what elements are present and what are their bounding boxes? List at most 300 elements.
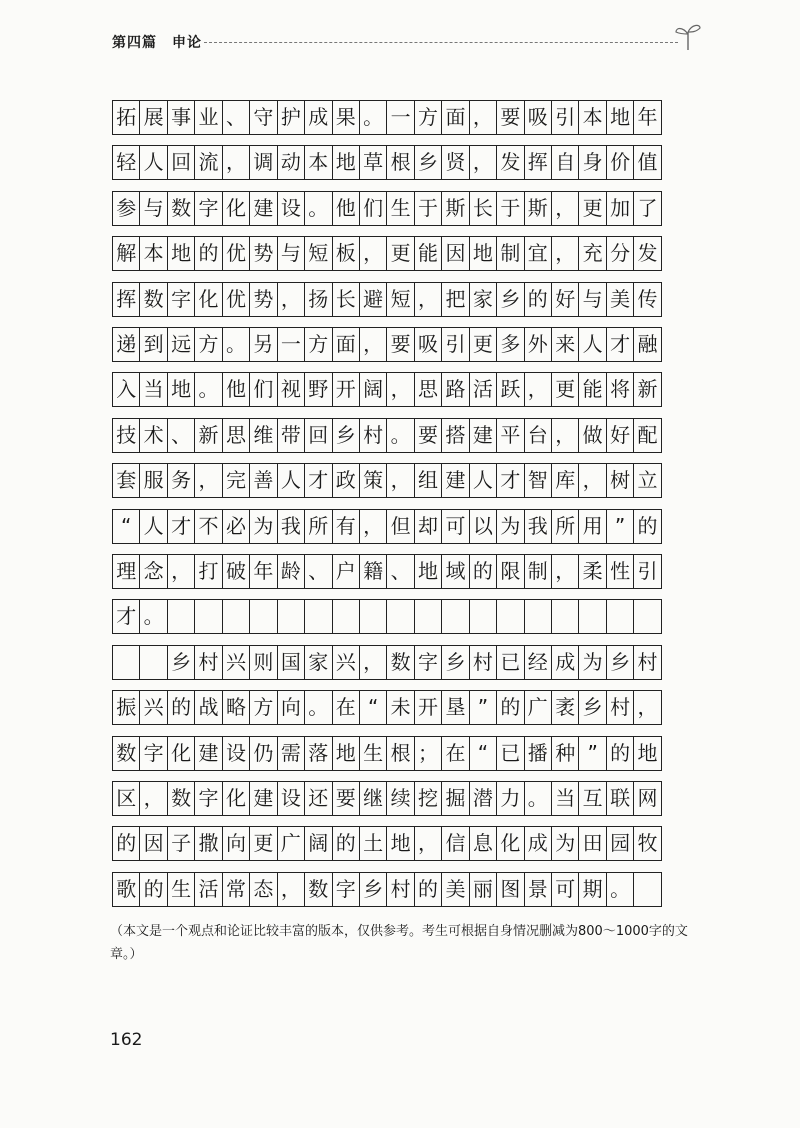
grid-cell: 避 (359, 282, 387, 317)
grid-cell: 村 (469, 645, 497, 680)
grid-cell: 自 (551, 145, 579, 180)
grid-cell: 贤 (441, 145, 469, 180)
grid-cell (469, 599, 497, 634)
grid-cell: 跃 (496, 372, 524, 407)
grid-cell: 因 (441, 236, 469, 271)
grid-cell: 化 (222, 781, 250, 816)
grid-cell: 将 (606, 372, 634, 407)
grid-cell: 要 (496, 100, 524, 135)
grid-cell: 宜 (524, 236, 552, 271)
grid-cell: 振 (112, 690, 140, 725)
grid-cell: 人 (277, 463, 305, 498)
grid-cell: 新 (633, 372, 661, 407)
grid-cell: 的 (112, 826, 140, 861)
grid-cell: ， (386, 463, 414, 498)
grid-cell: 互 (578, 781, 606, 816)
grid-cell: 不 (194, 509, 222, 544)
grid-cell: 方 (414, 100, 442, 135)
grid-cell: ” (578, 736, 606, 771)
grid-cell: “ (359, 690, 387, 725)
grid-cell: ， (386, 372, 414, 407)
grid-cell: 经 (524, 645, 552, 680)
grid-cell: ， (359, 236, 387, 271)
grid-cell: 远 (167, 327, 195, 362)
grid-cell: 动 (277, 145, 305, 180)
grid-cell: 域 (441, 554, 469, 589)
grid-cell: 才 (112, 599, 140, 634)
grid-cell: 化 (167, 736, 195, 771)
grid-cell: 服 (139, 463, 167, 498)
grid-cell (524, 599, 552, 634)
grid-cell: 地 (332, 145, 360, 180)
grid-cell: ， (222, 145, 250, 180)
grid-cell: 籍 (359, 554, 387, 589)
grid-cell: 更 (249, 826, 277, 861)
grid-cell: 字 (414, 645, 442, 680)
grid-cell: 人 (469, 463, 497, 498)
grid-cell: 以 (469, 509, 497, 544)
grid-cell: ， (578, 463, 606, 498)
grid-cell: 兴 (332, 645, 360, 680)
grid-cell: 要 (386, 327, 414, 362)
grid-cell: 联 (606, 781, 634, 816)
grid-cell: 才 (496, 463, 524, 498)
grid-cell: 组 (414, 463, 442, 498)
grid-cell: 数 (167, 781, 195, 816)
grid-cell: 我 (524, 509, 552, 544)
grid-row (112, 599, 661, 634)
grid-cell: 兴 (222, 645, 250, 680)
grid-cell: 力 (496, 781, 524, 816)
grid-cell: 土 (359, 826, 387, 861)
grid-cell: 建 (194, 736, 222, 771)
grid-cell: 。 (222, 327, 250, 362)
grid-cell: 身 (578, 145, 606, 180)
grid-cell: 智 (524, 463, 552, 498)
grid-row (112, 282, 661, 317)
header-rule (204, 42, 678, 43)
grid-cell: 的 (139, 872, 167, 907)
grid-cell: 景 (524, 872, 552, 907)
chapter-title: 第四篇 申论 (112, 35, 202, 51)
grid-cell: 人 (139, 509, 167, 544)
grid-cell (332, 599, 360, 634)
grid-cell: 战 (194, 690, 222, 725)
grid-cell: 破 (222, 554, 250, 589)
grid-cell: 续 (386, 781, 414, 816)
grid-cell: 可 (441, 509, 469, 544)
grid-cell: 则 (249, 645, 277, 680)
grid-row (112, 781, 661, 816)
grid-cell: 势 (249, 282, 277, 317)
grid-cell: 乡 (167, 645, 195, 680)
grid-cell: ， (167, 554, 195, 589)
grid-cell: 充 (578, 236, 606, 271)
grid-cell: 方 (304, 327, 332, 362)
grid-cell: 美 (606, 282, 634, 317)
grid-cell: 地 (606, 100, 634, 135)
grid-cell: 方 (249, 690, 277, 725)
grid-cell: ， (277, 872, 305, 907)
grid-cell: 策 (359, 463, 387, 498)
grid-cell: ， (551, 236, 579, 271)
grid-cell: 视 (277, 372, 305, 407)
grid-cell: 丽 (469, 872, 497, 907)
grid-cell: 们 (249, 372, 277, 407)
grid-cell: 融 (633, 327, 661, 362)
grid-cell: 家 (469, 282, 497, 317)
grid-cell: 数 (167, 191, 195, 226)
grid-cell: 必 (222, 509, 250, 544)
grid-cell: 字 (332, 872, 360, 907)
grid-cell: 年 (249, 554, 277, 589)
grid-cell: 播 (524, 736, 552, 771)
grid-cell (633, 872, 661, 907)
grid-cell: 人 (139, 145, 167, 180)
grid-cell: 用 (578, 509, 606, 544)
grid-cell: 值 (633, 145, 661, 180)
grid-cell: 阔 (359, 372, 387, 407)
grid-cell: 的 (633, 509, 661, 544)
grid-cell: 所 (551, 509, 579, 544)
grid-cell: 所 (304, 509, 332, 544)
grid-cell: 果 (332, 100, 360, 135)
grid-cell: 。 (194, 372, 222, 407)
grid-cell: 为 (249, 509, 277, 544)
grid-cell: 才 (167, 509, 195, 544)
grid-cell: 的 (524, 282, 552, 317)
page-number: 162 (110, 1030, 143, 1050)
grid-cell: 带 (277, 418, 305, 453)
grid-cell: 一 (277, 327, 305, 362)
grid-cell: 解 (112, 236, 140, 271)
grid-cell: 。 (524, 781, 552, 816)
grid-cell: 一 (386, 100, 414, 135)
grid-cell: 于 (496, 191, 524, 226)
grid-cell: 潜 (469, 781, 497, 816)
grid-row (112, 372, 661, 407)
grid-cell: 为 (578, 645, 606, 680)
grid-row (112, 100, 661, 135)
grid-cell: 开 (332, 372, 360, 407)
grid-cell (112, 645, 140, 680)
grid-row (112, 327, 661, 362)
grid-cell: ， (277, 282, 305, 317)
grid-cell: 短 (386, 282, 414, 317)
grid-cell: 地 (414, 554, 442, 589)
grid-cell: 牧 (633, 826, 661, 861)
grid-cell: 当 (551, 781, 579, 816)
grid-cell: 期 (578, 872, 606, 907)
grid-cell: 多 (496, 327, 524, 362)
grid-cell: 回 (304, 418, 332, 453)
grid-cell: 平 (496, 418, 524, 453)
grid-cell: 制 (524, 554, 552, 589)
grid-cell: 建 (249, 781, 277, 816)
grid-cell (606, 599, 634, 634)
grid-cell: 更 (551, 372, 579, 407)
grid-cell (249, 599, 277, 634)
grid-cell: 乡 (578, 690, 606, 725)
grid-cell: 势 (249, 236, 277, 271)
grid-cell: 配 (633, 418, 661, 453)
grid-cell: 搭 (441, 418, 469, 453)
grid-cell: 图 (496, 872, 524, 907)
grid-cell (194, 599, 222, 634)
grid-cell: 略 (222, 690, 250, 725)
grid-cell: 开 (414, 690, 442, 725)
grid-cell: ， (469, 145, 497, 180)
grid-cell: 的 (167, 690, 195, 725)
grid-cell: 活 (194, 872, 222, 907)
grid-cell: 挖 (414, 781, 442, 816)
grid-cell: 发 (633, 236, 661, 271)
grid-row (112, 554, 661, 589)
grid-row (112, 463, 661, 498)
grid-cell: ， (359, 645, 387, 680)
grid-cell: 长 (332, 282, 360, 317)
grid-cell: ， (524, 372, 552, 407)
grid-cell: 需 (277, 736, 305, 771)
grid-cell: 户 (332, 554, 360, 589)
grid-cell: 价 (606, 145, 634, 180)
grid-cell: 可 (551, 872, 579, 907)
grid-cell: 乡 (606, 645, 634, 680)
grid-cell: 还 (304, 781, 332, 816)
grid-cell (222, 599, 250, 634)
grid-cell: 立 (633, 463, 661, 498)
grid-cell: 扬 (304, 282, 332, 317)
grid-row (112, 236, 661, 271)
grid-cell: ， (551, 418, 579, 453)
grid-cell: 另 (249, 327, 277, 362)
grid-cell: 网 (633, 781, 661, 816)
grid-cell: 思 (414, 372, 442, 407)
grid-cell: 落 (304, 736, 332, 771)
grid-cell: 打 (194, 554, 222, 589)
grid-cell: 好 (606, 418, 634, 453)
grid-cell: 优 (222, 282, 250, 317)
grid-cell: 字 (139, 736, 167, 771)
grid-cell: 挥 (112, 282, 140, 317)
grid-cell: 。 (606, 872, 634, 907)
grid-cell: 轻 (112, 145, 140, 180)
grid-cell: 美 (441, 872, 469, 907)
grid-cell (414, 599, 442, 634)
grid-cell: 。 (139, 599, 167, 634)
grid-cell: 活 (469, 372, 497, 407)
grid-cell: 成 (551, 645, 579, 680)
grid-cell: 把 (441, 282, 469, 317)
grid-cell: 板 (332, 236, 360, 271)
grid-cell: 们 (359, 191, 387, 226)
grid-cell: 当 (139, 372, 167, 407)
grid-cell (441, 599, 469, 634)
grid-row (112, 191, 661, 226)
grid-cell: ， (359, 327, 387, 362)
grid-cell: 务 (167, 463, 195, 498)
grid-cell: 加 (606, 191, 634, 226)
grid-cell: 村 (606, 690, 634, 725)
grid-cell: ， (469, 100, 497, 135)
grid-cell: ， (359, 509, 387, 544)
grid-cell: ， (633, 690, 661, 725)
grid-cell: 性 (606, 554, 634, 589)
grid-cell: 生 (359, 736, 387, 771)
grid-cell: 继 (359, 781, 387, 816)
grid-cell: ， (551, 554, 579, 589)
grid-cell: 完 (222, 463, 250, 498)
grid-cell: 村 (386, 872, 414, 907)
grid-cell: 更 (578, 191, 606, 226)
grid-cell: 地 (633, 736, 661, 771)
grid-cell: 守 (249, 100, 277, 135)
grid-cell: 袤 (551, 690, 579, 725)
grid-cell: 引 (551, 100, 579, 135)
grid-cell: 生 (167, 872, 195, 907)
grid-row (112, 690, 661, 725)
grid-cell: 斯 (524, 191, 552, 226)
grid-cell: 已 (496, 645, 524, 680)
grid-cell: 念 (139, 554, 167, 589)
grid-cell: 广 (277, 826, 305, 861)
grid-cell: 化 (496, 826, 524, 861)
grid-cell: 根 (386, 145, 414, 180)
grid-cell: 护 (277, 100, 305, 135)
grid-cell: 新 (194, 418, 222, 453)
grid-cell: 事 (167, 100, 195, 135)
grid-cell: 树 (606, 463, 634, 498)
grid-cell: 乡 (414, 145, 442, 180)
grid-cell: 理 (112, 554, 140, 589)
grid-cell: 短 (304, 236, 332, 271)
grid-cell (304, 599, 332, 634)
grid-cell: 人 (578, 327, 606, 362)
grid-cell: 拓 (112, 100, 140, 135)
grid-cell: 做 (578, 418, 606, 453)
grid-cell: 台 (524, 418, 552, 453)
grid-cell: 设 (277, 191, 305, 226)
grid-cell: 善 (249, 463, 277, 498)
grid-cell: 园 (606, 826, 634, 861)
grid-cell (386, 599, 414, 634)
grid-cell: 。 (304, 690, 332, 725)
grid-row (112, 645, 661, 680)
grid-cell: 地 (386, 826, 414, 861)
grid-cell: 、 (386, 554, 414, 589)
grid-cell: 数 (386, 645, 414, 680)
grid-cell: 有 (332, 509, 360, 544)
grid-cell: 数 (112, 736, 140, 771)
grid-cell: “ (469, 736, 497, 771)
grid-cell: “ (112, 509, 140, 544)
grid-cell: ， (414, 282, 442, 317)
sprout-icon (674, 22, 702, 52)
grid-cell: 的 (194, 236, 222, 271)
grid-cell: ” (469, 690, 497, 725)
grid-cell: 未 (386, 690, 414, 725)
grid-cell: 年 (633, 100, 661, 135)
grid-cell: 常 (222, 872, 250, 907)
grid-cell (167, 599, 195, 634)
grid-cell: 与 (578, 282, 606, 317)
grid-cell: 数 (304, 872, 332, 907)
grid-cell: 他 (222, 372, 250, 407)
grid-cell: 化 (194, 282, 222, 317)
grid-cell: 。 (359, 100, 387, 135)
grid-cell: 向 (222, 826, 250, 861)
grid-cell: 的 (606, 736, 634, 771)
grid-cell: 维 (249, 418, 277, 453)
grid-cell: 要 (414, 418, 442, 453)
grid-cell: 制 (496, 236, 524, 271)
grid-cell: ， (414, 826, 442, 861)
grid-cell (578, 599, 606, 634)
grid-cell: 字 (194, 781, 222, 816)
grid-cell: ” (606, 509, 634, 544)
grid-cell: 。 (386, 418, 414, 453)
grid-cell: ； (414, 736, 442, 771)
grid-cell: 发 (496, 145, 524, 180)
grid-cell: 设 (277, 781, 305, 816)
grid-cell: 能 (578, 372, 606, 407)
grid-cell: 库 (551, 463, 579, 498)
grid-cell: 兴 (139, 690, 167, 725)
grid-cell: 分 (606, 236, 634, 271)
grid-cell: 子 (167, 826, 195, 861)
grid-cell: 的 (469, 554, 497, 589)
grid-cell: 息 (469, 826, 497, 861)
grid-cell: 成 (524, 826, 552, 861)
grid-cell: 建 (469, 418, 497, 453)
grid-cell (633, 599, 661, 634)
grid-cell: 但 (386, 509, 414, 544)
grid-cell: 面 (332, 327, 360, 362)
footnote: （本文是一个观点和论证比较丰富的版本，仅供参考。考生可根据自身情况删减为800～1000字的文章。） (110, 924, 688, 962)
grid-cell: 到 (139, 327, 167, 362)
grid-cell: 广 (524, 690, 552, 725)
grid-cell: 本 (139, 236, 167, 271)
grid-cell: 向 (277, 690, 305, 725)
grid-cell: 才 (606, 327, 634, 362)
grid-cell: 为 (496, 509, 524, 544)
grid-cell: 引 (441, 327, 469, 362)
grid-cell: 垦 (441, 690, 469, 725)
grid-cell: 路 (441, 372, 469, 407)
grid-cell (139, 645, 167, 680)
grid-cell: 我 (277, 509, 305, 544)
grid-cell: 、 (167, 418, 195, 453)
grid-cell: 长 (469, 191, 497, 226)
grid-row (112, 145, 661, 180)
grid-row (112, 509, 661, 544)
grid-cell: 成 (304, 100, 332, 135)
grid-cell: 挥 (524, 145, 552, 180)
grid-cell: 乡 (496, 282, 524, 317)
grid-cell: 递 (112, 327, 140, 362)
grid-cell: 流 (194, 145, 222, 180)
grid-cell: 优 (222, 236, 250, 271)
grid-cell: 限 (496, 554, 524, 589)
grid-cell: 来 (551, 327, 579, 362)
grid-cell: 种 (551, 736, 579, 771)
grid-cell: 斯 (441, 191, 469, 226)
grid-cell: 野 (304, 372, 332, 407)
grid-cell: 态 (249, 872, 277, 907)
grid-cell: 本 (304, 145, 332, 180)
grid-cell: 与 (277, 236, 305, 271)
grid-cell: ， (551, 191, 579, 226)
